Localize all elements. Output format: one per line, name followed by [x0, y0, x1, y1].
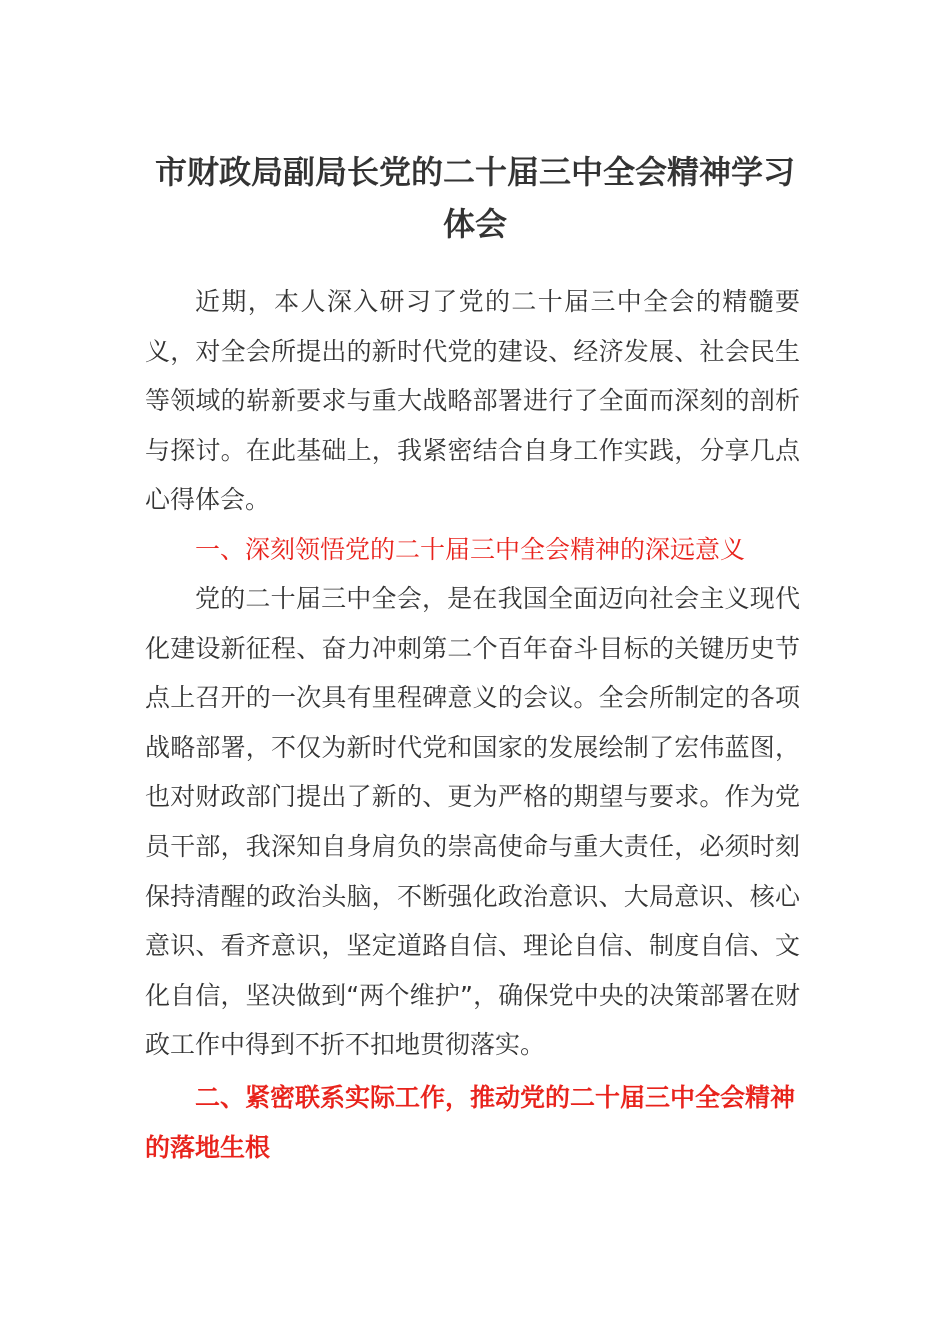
section-1-heading: 一、深刻领悟党的二十届三中全会精神的深远意义	[195, 535, 746, 564]
document-title: 市财政局副局长党的二十届三中全会精神学习体会	[154, 153, 795, 243]
section-2-heading: 二、紧密联系实际工作，推动党的二十届三中全会精神的落地生根	[145, 1083, 796, 1162]
intro-paragraph: 近期，本人深入研习了党的二十届三中全会的精髓要义，对全会所提出的新时代党的建设、经济发展、社会民生等领域的崭新要求与重大战略部署进行了全面而深刻的剖析与探讨。在此基础上，我紧密结合自身工作实践，分享几点心得体会。	[145, 287, 800, 515]
section-1-paragraph: 党的二十届三中全会，是在我国全面迈向社会主义现代化建设新征程、奋力冲刺第二个百年奋斗目标的关键历史节点上召开的一次具有里程碑意义的会议。全会所制定的各项战略部署，不仅为新时代党和国家的发展绘制了宏伟蓝图，也对财政部门提出了新的、更为严格的期望与要求。作为党员干部，我深知自身肩负的崇高使命与重大责任，必须时刻保持清醒的政治头脑，不断强化政治意识、大局意识、核心意识、看齐意识，坚定道路自信、理论自信、制度自信、文化自信，坚决做到“两个维护”，确保党中央的决策部署在财政工作中得到不折不扣地贯彻落实。	[145, 584, 800, 1060]
